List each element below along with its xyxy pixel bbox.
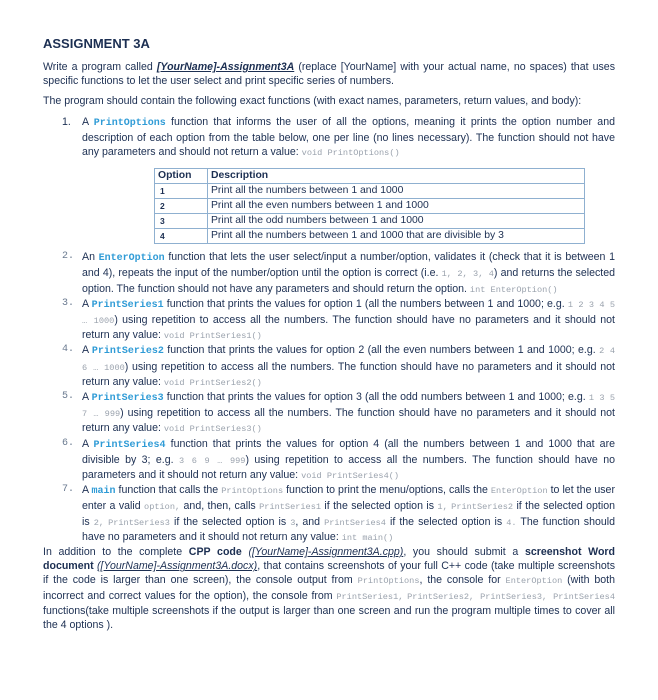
options-table [154,168,585,244]
code-snippet: 3 6 9 … 999 [178,455,246,466]
text-run: to let the user enter a valid [82,484,615,513]
code-snippet: 1 2 3 4 5 … 1000 [82,299,615,327]
table-cell: Print all the even numbers between 1 and 1000 [208,199,585,214]
text-run: if the selected option is [82,500,615,528]
code-snippet: EnterOption [490,486,548,497]
list-item-text [82,344,615,387]
code-snippet: void PrintSeries1() [163,331,262,342]
list-item [43,390,615,437]
code-snippet: PrintSeries2, PrintSeries3, PrintSeries4 [407,591,615,602]
text-run: function that prints the values for option 2 (all the even numbers between 1 and 1000; e.g. [163,344,600,357]
code-snippet: 2 4 6 … 1000 [82,346,615,373]
text-run: function that informs the user of all the options, meaning it prints the option number and description of each option from the table below, one per line (no lines necessary). The function should not have any parameters and should not return a value: [82,115,615,159]
assignment-document [43,36,615,638]
code-snippet: void PrintOptions() [301,148,400,159]
code-snippet: 4. [506,517,517,528]
table-cell: 3 [155,214,208,229]
code-snippet: 1 3 5 7 … 999 [82,393,615,420]
code-snippet: PrintOptions [357,576,420,587]
text-run: function that prints the values for option 3 (all the odd numbers between 1 and 1000; e.g. [163,391,589,404]
table-cell: Print all the numbers between 1 and 1000 [208,184,585,199]
table-cell: Print all the odd numbers between 1 and 1000 [208,214,585,229]
function-name: PrintSeries2 [91,346,164,358]
list-item-text [82,251,615,294]
code-snippet: 3 [290,517,296,528]
code-snippet: 1, 2, 3, 4 [441,269,494,280]
code-snippet: void PrintSeries2() [163,377,262,388]
text-run: function to print the menu/options, calls the [283,484,491,497]
list-item-text [82,116,615,158]
text-run: ) and returns the selected option. The function should not have any parameters and should return the option. [82,267,616,295]
list-number: 4. [62,344,75,356]
list-item [43,115,615,245]
list-number: 1. [62,115,71,128]
text-run: , and [295,515,325,528]
code-snippet: 2, [93,517,105,528]
table-row [155,214,585,229]
code-snippet: EnterOption [505,576,563,587]
text-run: Write a program called [43,61,157,73]
code-snippet: option, [144,502,181,513]
code-snippet: PrintSeries1, [336,591,404,602]
file-name: ([YourName]-Assignment3A.docx) [97,560,258,573]
code-snippet: PrintOptions [221,486,284,497]
table-cell: Print all the numbers between 1 and 1000 that are divisible by 3 [208,229,585,244]
text-run: The program should contain the following exact functions (with exact names, parameters, return values, and body): [43,95,582,108]
list-item-text [82,438,615,481]
text-run: An [82,251,99,264]
code-snippet: void PrintSeries3() [163,424,262,435]
text-run: The function should have no parameters and it should not return any value: [82,515,616,543]
text-run: A [82,344,92,357]
text-run: A [82,115,94,128]
list-item [43,343,615,390]
text-run: if the selected option is [385,515,507,528]
text-run: ) using repetition to access all the numbers. The function should have no parameters and it should not return any value: [82,314,615,342]
text-run: A [82,437,94,450]
text-run: if the selected option is [169,515,291,528]
code-snippet: void PrintSeries4() [301,471,400,482]
text-run: function that lets the user select/input a number/option, validates it (check that it is between 1 and 4), repeats the input of the number/option until the option is correct (i.e. [82,251,615,280]
code-snippet: PrintSeries4 [324,517,386,528]
table-header: Option [155,169,208,184]
text-run: function that prints the values for option 1 (all the numbers between 1 and 1000; e.g. [163,297,568,310]
text-run: (with both incorrect and correct values for the option), the console from [43,574,615,602]
list-item-text [82,391,615,434]
table-cell: 1 [155,184,208,199]
function-list [43,115,615,545]
code-snippet: PrintSeries2 [451,502,514,513]
text-run: function that calls the [115,484,222,497]
list-number: 5. [62,391,75,403]
list-item [43,437,615,484]
code-snippet: 1, [437,502,448,513]
table-header-row [155,169,585,184]
text-run: and, then, calls [180,500,260,513]
list-number: 6. [62,437,75,449]
text-run: A [82,391,92,404]
list-item [43,250,615,297]
text-run: ) using repetition to access all the numbers. The function should have no parameters and it should not return any value: [82,453,615,482]
bold-text: CPP code [188,546,242,559]
table-row [155,229,585,244]
text-run: , you should submit a [403,546,525,559]
function-name: PrintSeries4 [93,439,166,451]
text-run: if the selected option is [321,500,438,513]
submission-paragraph [43,545,615,632]
code-snippet: PrintSeries3 [108,517,170,528]
text-run: In addition to the complete [43,546,189,559]
text-run: (replace [YourName] with your actual name, no spaces) that uses specific functions to let the user select and print specific series of numbers. [43,61,615,88]
text-run: , the console for [419,574,506,587]
table-header: Description [208,169,585,184]
table-row [155,199,585,214]
list-item-text [82,298,615,341]
list-item [43,297,615,344]
table-cell: 2 [155,199,208,214]
text-run: , that contains screenshots of your full C++ code (take multiple screenshots if the code is larger than one screen), the console output from [43,560,615,587]
list-number: 3. [62,297,75,309]
code-snippet: int main() [341,532,394,543]
text-run: ) using repetition to access all the numbers. The function should have no parameters and it should not return any value: [82,360,615,388]
code-snippet: PrintSeries1 [259,502,322,513]
function-name: PrintSeries1 [91,299,164,311]
table-row [155,184,585,199]
function-name: EnterOption [98,253,165,265]
list-number: 2. [62,251,75,263]
intro-paragraph [43,60,615,88]
table-cell: 4 [155,229,208,244]
list-item-text [82,484,615,543]
function-name: PrintSeries3 [91,393,164,405]
program-name: [YourName]-Assignment3A [156,61,295,73]
intro-paragraph [43,94,615,108]
bold-text: screenshot Word document [43,546,616,573]
text-run: functions(take multiple screenshots if the output is larger than one screen and run the program multiple times to cover all the 4 options ). [43,604,615,632]
text-run: ) using repetition to access all the numbers. The function should have no parameters and it should not return any value: [82,407,615,435]
function-name: main [91,486,116,498]
list-number: 7. [62,484,75,496]
text-run: A [82,484,92,497]
page-title: ASSIGNMENT 3A [43,36,150,51]
list-item [43,483,615,545]
code-snippet: int EnterOption() [469,284,558,295]
text-run: A [82,297,92,310]
function-name: PrintOptions [93,117,166,129]
file-name: ([YourName]-Assignment3A.cpp) [248,546,404,559]
text-run: function that prints the values for option 4 (all the numbers between 1 and 1000 that are divisible by 3; e.g. [82,437,615,466]
